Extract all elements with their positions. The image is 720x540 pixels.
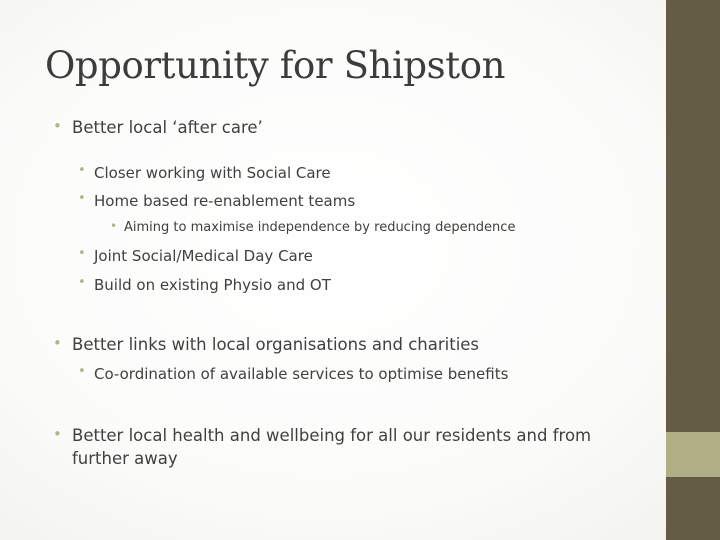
- bullet-dot: •: [78, 364, 86, 379]
- accent-band-middle: [666, 432, 720, 477]
- bullet-text: Aiming to maximise independence by reducing dependence: [124, 220, 516, 235]
- bullet-local-links: [53, 334, 480, 354]
- bullet-dot: •: [53, 334, 62, 352]
- slide-title: Opportunity for Shipston: [45, 44, 506, 87]
- bullet-dot: •: [78, 163, 86, 178]
- bullet-dot: •: [110, 219, 118, 233]
- bullet-text: Better local ‘after care’: [72, 118, 263, 137]
- bullet-dot: •: [78, 275, 86, 290]
- bullet-wellbeing: [53, 424, 612, 470]
- sub-bullet-coordination: [78, 364, 509, 383]
- sub-bullet-social-care: [78, 163, 331, 182]
- bullet-dot: •: [53, 425, 62, 443]
- bullet-text: Co-ordination of available services to optimise benefits: [94, 365, 509, 383]
- sub-bullet-reenablement: [78, 191, 356, 210]
- sub-bullet-physio: [78, 275, 331, 294]
- accent-band-bottom: [666, 477, 720, 540]
- accent-band-top: [666, 0, 720, 432]
- bullet-dot: •: [78, 246, 86, 261]
- bullet-text: Home based re-enablement teams: [94, 192, 356, 210]
- sub-bullet-day-care: [78, 246, 313, 265]
- bullet-dot: •: [78, 191, 86, 206]
- bullet-text: Better links with local organisations and charities: [72, 335, 480, 354]
- sub-sub-bullet-independence: [110, 219, 516, 235]
- bullet-text: Joint Social/Medical Day Care: [94, 247, 313, 265]
- bullet-text: Build on existing Physio and OT: [94, 276, 331, 294]
- bullet-dot: •: [53, 117, 62, 135]
- bullet-after-care: [53, 117, 263, 137]
- bullet-text: Closer working with Social Care: [94, 164, 331, 182]
- bullet-text: Better local health and wellbeing for all our residents and from further away: [72, 426, 592, 468]
